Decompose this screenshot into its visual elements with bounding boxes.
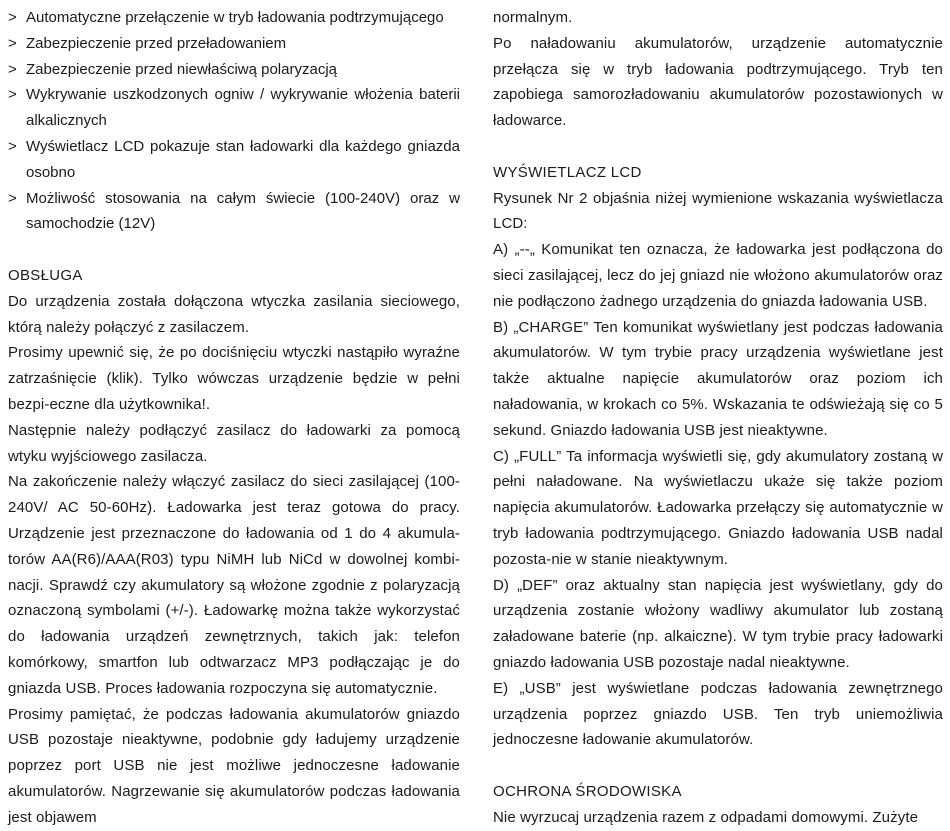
bullet-marker: > <box>8 60 17 78</box>
paragraph: Nie wyrzucaj urządzenia razem z odpadami domowymi. Zużyte <box>493 808 919 826</box>
right-column <box>493 5 943 831</box>
paragraph: normalnym. <box>493 9 573 26</box>
feature-bullet <box>8 186 460 238</box>
bullet-marker: > <box>8 34 17 52</box>
feature-bullet <box>8 134 460 186</box>
feature-bullet <box>8 5 460 31</box>
feature-text: Możliwość stosowania na całym świecie (100-240V) oraz w samochodzie (12V) <box>26 189 460 233</box>
feature-text: Zabezpieczenie przed przeładowaniem <box>26 34 287 52</box>
spacer <box>493 134 943 160</box>
bullet-marker: > <box>8 9 17 26</box>
lcd-indication-b: B) „CHARGE” Ten komunikat wyświetlany jest podczas ładowania akumulatorów. W tym trybie pracy urządzenia wyświetlane jest także aktualne napięcie akumulatorów oraz poziom ich naładowania, w krokach co 5%. Wskazania te odświeżają się co 5 sekund. Gniazdo ładowania USB jest nieaktywne. <box>493 318 943 439</box>
lcd-indication-e: E) „USB” jest wyświetlane podczas ładowania zewnętrznego urządzenia poprzez gniazdo USB. Ten tryb uniemożliwia jednoczesne ładowanie akumulatorów. <box>493 679 943 749</box>
feature-text: Zabezpieczenie przed niewłaściwą polaryzacją <box>26 60 337 78</box>
paragraph: Na zakończenie należy włączyć zasilacz do sieci zasilającej (100-240V/ AC 50-60Hz). Ładowarka jest teraz gotowa do pracy. Urządzenie jest przeznaczone do ładowania od 1 do 4 akumula-torów AA(R6)/AAA(R03) typu NiMH lub NiCd w dowolnej kombi-nacji. Sprawdź czy akumulatory są włożone zgodnie z polaryzacją oznaczoną symbolami (+/-). Ładowarkę można także wykorzystać do ładowania urządzeń zewnętrznych, takich jak: telefon komórkowy, smartfon lub odtwarzacz MP3 podłączając je do gniazda USB. Proces ładowania rozpoczyna się automatycznie. <box>8 473 460 697</box>
left-column <box>8 5 460 831</box>
paragraph: Następnie należy podłączyć zasilacz do ładowarki za pomocą wtyku wyjściowego zasilacza. <box>8 421 460 465</box>
feature-bullet <box>8 31 460 57</box>
lcd-indication-c: C) „FULL” Ta informacja wyświetli się, gdy akumulatory zostaną w pełni naładowane. Na wyświetlaczu ukaże się także poziom napięcia akumulatorów. Ładowarka przełączy się automatycznie w tryb ładowania podtrzymującego. Gniazdo ładowania USB nadal pozosta-nie w stanie nieaktywnym. <box>493 447 943 568</box>
paragraph: Prosimy upewnić się, że po dociśnięciu wtyczki nastąpiło wyraźne zatrzaśnięcie (klik). Tylko wówczas urządzenie będzie w pełni bezpi-eczne dla użytkownika!. <box>8 344 460 413</box>
paragraph: Po naładowaniu akumulatorów, urządzenie automatycznie przełącza się w tryb ładowania podtrzymującego. Tryb ten zapobiega samorozładowaniu akumulatorów pozostawionych w ładowarce. <box>493 34 943 130</box>
paragraph: Do urządzenia została dołączona wtyczka zasilania sieciowego, którą należy połączyć z zasilaczem. <box>8 292 460 336</box>
feature-bullet <box>8 57 460 83</box>
section-heading-obsluga: OBSŁUGA <box>8 266 83 284</box>
bullet-marker: > <box>8 137 17 155</box>
section-heading-lcd: WYŚWIETLACZ LCD <box>493 163 642 181</box>
paragraph: Prosimy pamiętać, że podczas ładowania akumulatorów gniazdo USB pozostaje nieaktywne, podobnie gdy ładujemy urządzenie poprzez port USB nie jest możliwe jednoczesne ładowanie akumulatorów. Nagrzewanie się akumulatorów podczas ładowania jest objawem <box>8 705 460 826</box>
spacer <box>8 237 460 263</box>
feature-text: Wyświetlacz LCD pokazuje stan ładowarki dla każdego gniazda osobno <box>26 137 460 181</box>
lcd-indication-d: D) „DEF” oraz aktualny stan napięcia jest wyświetlany, gdy do urządzenia zostanie włożony wadliwy akumulator lub zostaną załadowane baterie (np. alkaiczne). W tym trybie pracy ładowarki gniazdo ładowania USB pozostaje nadal nieaktywne. <box>493 576 943 671</box>
section-heading-environment: OCHRONA ŚRODOWISKA <box>493 782 682 800</box>
feature-text: Wykrywanie uszkodzonych ogniw / wykrywanie włożenia baterii alkalicznych <box>26 86 460 130</box>
spacer <box>493 753 943 779</box>
paragraph: Rysunek Nr 2 objaśnia niżej wymienione wskazania wyświetlacza LCD: <box>493 189 943 233</box>
bullet-marker: > <box>8 189 17 207</box>
feature-bullet <box>8 82 460 134</box>
bullet-marker: > <box>8 86 17 104</box>
feature-text: Automatyczne przełączenie w tryb ładowania podtrzymującego <box>26 9 444 26</box>
lcd-indication-a: A) „--„ Komunikat ten oznacza, że ładowarka jest podłączona do sieci zasilającej, lecz do jej gniazd nie włożono akumulatorów oraz nie podłączono żadnego urządzenia do gniazda ładowania USB. <box>493 241 943 310</box>
